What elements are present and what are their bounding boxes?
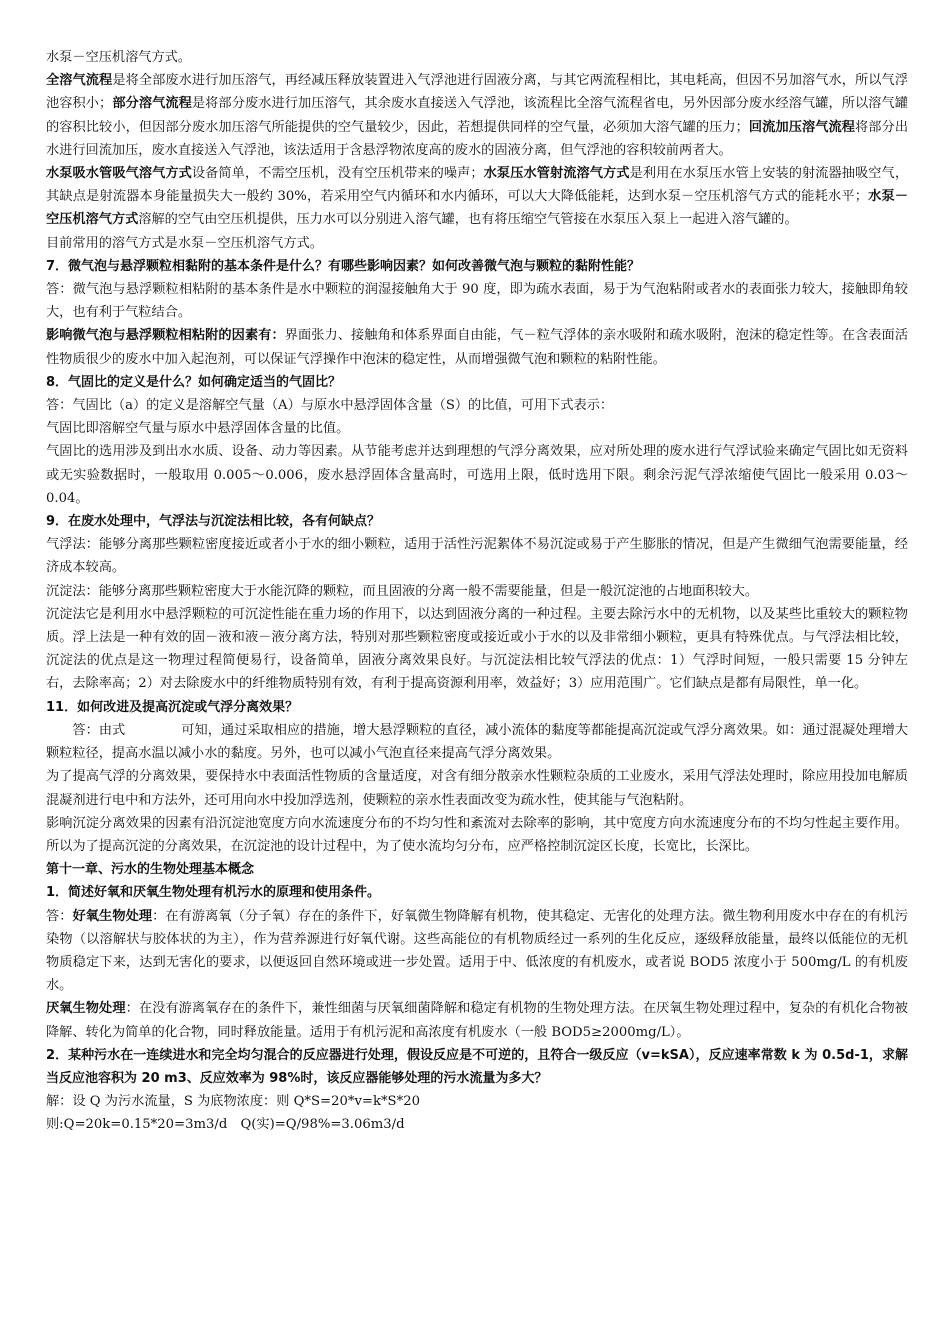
bold-term: 影响微气泡与悬浮颗粒相粘附的因素有：: [46, 328, 285, 344]
paragraph: [46, 533, 908, 579]
text-run: ：在没有游离氧存在的条件下，兼性细菌与厌氧细菌降解和稳定有机物的生物处理方法。在厌氧生物处理过程中，复杂的有机化合物被降解、转化为简单的化合物，同时释放能量。适用于有机污泥和高浓度有机废水（一般 BOD5≥2000mg/L）。: [46, 1001, 908, 1040]
text-run: 影响沉淀分离效果的因素有沿沉淀池宽度方向水流速度分布的不均匀性和紊流对去除率的影响，其中宽度方向水流速度分布的不均匀性起主要作用。所以为了提高沉淀的分离效果，在沉淀池的设计过程中，为了使水流均匀分布，应严格控制沉淀区长度，长宽比，长深比。: [46, 815, 908, 854]
paragraph: [46, 603, 908, 696]
text-run: 气浮法：能够分离那些颗粒密度接近或者小于水的细小颗粒，适用于活性污泥絮体不易沉淀或易于产生膨胀的情况，但是产生微细气泡需要能量，经济成本较高。: [46, 537, 908, 576]
paragraph: [46, 394, 908, 417]
text-run: 沉淀法它是利用水中悬浮颗粒的可沉淀性能在重力场的作用下，以达到固液分离的一种过程。主要去除污水中的无机物，以及某些比重较大的颗粒物质。浮上法是一种有效的固－液和液－液分离方法，特别对那些颗粒密度或接近或小于水的以及非常细小颗粒，更具有特殊优点。与气浮法相比较，沉淀法的优点是这一物理过程简便易行，设备简单，固液分离效果良好。与沉淀法相比较气浮法的优点：1）气浮时间短，一般只需要 15 分钟左右，去除率高；2）对去除废水中的纤维物质特别有效，有利于提高资源利用率，效益好；3）应用范围广。它们缺点是都有局限性，单一化。: [46, 606, 908, 692]
paragraph: [46, 324, 908, 370]
bold-term: 水泵－空压机溶气方式: [46, 189, 909, 228]
text-run: 气固比的选用涉及到出水水质、设备、动力等因素。从节能考虑并达到理想的气浮分离效果，应对所处理的废水进行气浮试验来确定气固比如无资料或无实验数据时，一般取用 0.005～0.006，废水悬浮固体含量高时，可选用上限，低时选用下限。剩余污泥气浮浓缩使气固比一般采用 0.03～0.04。: [46, 444, 908, 506]
paragraph: [46, 278, 908, 324]
text-run: 目前常用的溶气方式是水泵－空压机溶气方式。: [46, 235, 323, 251]
text-run: 是将部分废水进行加压溶气，其余废水直接送入气浮池，该流程比全溶气流程省电，另外因部分废水经溶气罐，所以溶气罐的容积比较小，但因部分废水加压溶气所能提供的空气量较少，因此，若想提供同样的空气量，必须加大溶气罐的压力；: [46, 96, 909, 135]
paragraph: [46, 232, 908, 255]
text-run: 答：由式: [72, 722, 126, 738]
text-run: 7．微气泡与悬浮颗粒相黏附的基本条件是什么？有哪些影响因素？如何改善微气泡与颗粒的黏附性能？: [46, 258, 641, 274]
text-run: 沉淀法：能够分离那些颗粒密度大于水能沉降的颗粒，而且固液的分离一般不需要能量，但是一般沉淀池的占地面积较大。: [46, 583, 759, 599]
text-run: 答：气固比（a）的定义是溶解空气量（A）与原水中悬浮固体含量（S）的比值，可用下式表示：: [46, 398, 614, 414]
text-run: 溶解的空气由空压机提供，压力水可以分别进入溶气罐，也有将压缩空气管接在水泵压入泵上一起进入溶气罐的。: [138, 212, 798, 228]
question-heading: [46, 255, 908, 278]
paragraph: [46, 1090, 908, 1113]
text-run: ：在有游离氧（分子氧）存在的条件下，好氧微生物降解有机物，使其稳定、无害化的处理方法。微生物利用废水中存在的有机污染物（以溶解状与胶体状的为主），作为营养源进行好氧代谢。这些高能位的有机物质经过一系列的生化反应，逐级释放能量，最终以低能位的无机物质稳定下来，达到无害化的要求，以便返回自然环境或进一步处置。适用于中、低浓度的有机废水，或者说 BOD5 浓度小于 500mg/L 的有机废水。: [46, 908, 909, 994]
paragraph: [46, 905, 908, 998]
question-heading: [46, 858, 908, 881]
text-run: 是将全部废水进行加压溶气，再经减压释放装置进入气浮池进行固液分离，与其它两流程相比，其电耗高，但因不另加溶气水，所以气浮池容积小；: [46, 73, 909, 112]
text-run: 为了提高气浮的分离效果，要保持水中表面活性物质的含量适度，对含有细分散亲水性颗粒杂质的工业废水，采用气浮法处理时，除应用投加电解质混凝剂进行电中和方法外，还可用向水中投加浮选剂，使颗粒的亲水性表面改变为疏水性，使其能与气泡粘附。: [46, 769, 908, 808]
paragraph: [46, 46, 908, 69]
question-heading: [46, 510, 908, 533]
question-heading: [46, 1044, 908, 1090]
bold-term: 厌氧生物处理: [46, 1001, 126, 1017]
text-run: 8．气固比的定义是什么？如何确定适当的气固比？: [46, 374, 342, 390]
text-run: 可知，通过采取相应的措施，增大悬浮颗粒的直径，减小流体的黏度等都能提高沉淀或气浮分离效果。如：通过混凝处理增大颗粒粒径，提高水温以减小水的黏度。另外，也可以减小气泡直径来提高气浮分离效果。: [46, 722, 908, 762]
text-run: 设备简单，不需空压机，没有空压机带来的噪声；: [191, 166, 484, 182]
text-run: 界面张力、接触角和体系界面自由能，气－粒气浮体的亲水吸附和疏水吸附，泡沫的稳定性等。在含表面活性物质很少的废水中加入起泡剂，可以保证气浮操作中泡沫的稳定性，从而增强微气泡和颗粒的粘附性能。: [46, 328, 909, 367]
bold-term: 水泵压水管射流溶气方式: [483, 166, 630, 182]
text-run: 11．如何改进及提高沉淀或气浮分离效果？: [46, 699, 299, 715]
bold-term: 部分溶气流程: [112, 96, 192, 112]
bold-term: 水泵吸水管吸气溶气方式: [46, 166, 192, 182]
paragraph: [46, 812, 908, 858]
paragraph: [46, 440, 908, 510]
paragraph: [46, 1113, 908, 1136]
text-run: 2．某种污水在一连续进水和完全均匀混合的反应器进行处理，假设反应是不可逆的，且符合一级反应（v=kSA），反应速率常数 k 为 0.5d-1，求解当反应池容积为 20 m3、反应效率为 98%时，该反应器能够处理的污水流量为多大？: [46, 1047, 908, 1086]
text-run: 答：: [46, 908, 73, 924]
paragraph: [46, 580, 908, 603]
text-run: 答：微气泡与悬浮颗粒相粘附的基本条件是水中颗粒的润湿接触角大于 90 度，即为疏水表面，易于为气泡粘附或者水的表面张力较大，接触即角较大，也有利于气粒结合。: [46, 282, 908, 321]
paragraph: [46, 69, 908, 162]
text-run: 气固比即溶解空气量与原水中悬浮固体含量的比值。: [46, 421, 350, 437]
document-page: [46, 46, 908, 1137]
paragraph: [46, 765, 908, 811]
paragraph: [46, 719, 908, 765]
question-heading: [46, 696, 908, 719]
paragraph: [46, 997, 908, 1043]
text-run: 第十一章、污水的生物处理基本概念: [46, 862, 255, 878]
text-run: 将部分出水进行回流加压，废水直接送入气浮池，该法适用于含悬浮物浓度高的废水的固液分离，但气浮池的容积较前两者大。: [46, 119, 909, 158]
bold-term: 好氧生物处理: [72, 908, 153, 924]
text-run: 9．在废水处理中，气浮法与沉淀法相比较，各有何缺点？: [46, 514, 381, 530]
text-run: 解：设 Q 为污水流量，S 为底物浓度：则 Q*S=20*v=k*S*20: [46, 1094, 420, 1110]
question-heading: [46, 371, 908, 394]
bold-term: 全溶气流程: [46, 73, 113, 89]
question-heading: [46, 881, 908, 904]
paragraph: [46, 162, 908, 232]
text-run: 1．简述好氧和厌氧生物处理有机污水的原理和使用条件。: [46, 885, 381, 901]
paragraph: [46, 417, 908, 440]
text-run: 是利用在水泵压水管上安装的射流器抽吸空气，其缺点是射流器本身能量损失大一般约 30%，若采用空气内循环和水内循环，可以大大降低能耗，达到水泵－空压机溶气方式的能耗水平；: [46, 166, 909, 205]
bold-term: 回流加压溶气流程: [748, 119, 856, 135]
text-run: 水泵－空压机溶气方式。: [46, 50, 192, 65]
text-run: 则:Q=20k=0.15*20=3m3/d Q(实)=Q/98%=3.06m3/d: [46, 1117, 405, 1133]
